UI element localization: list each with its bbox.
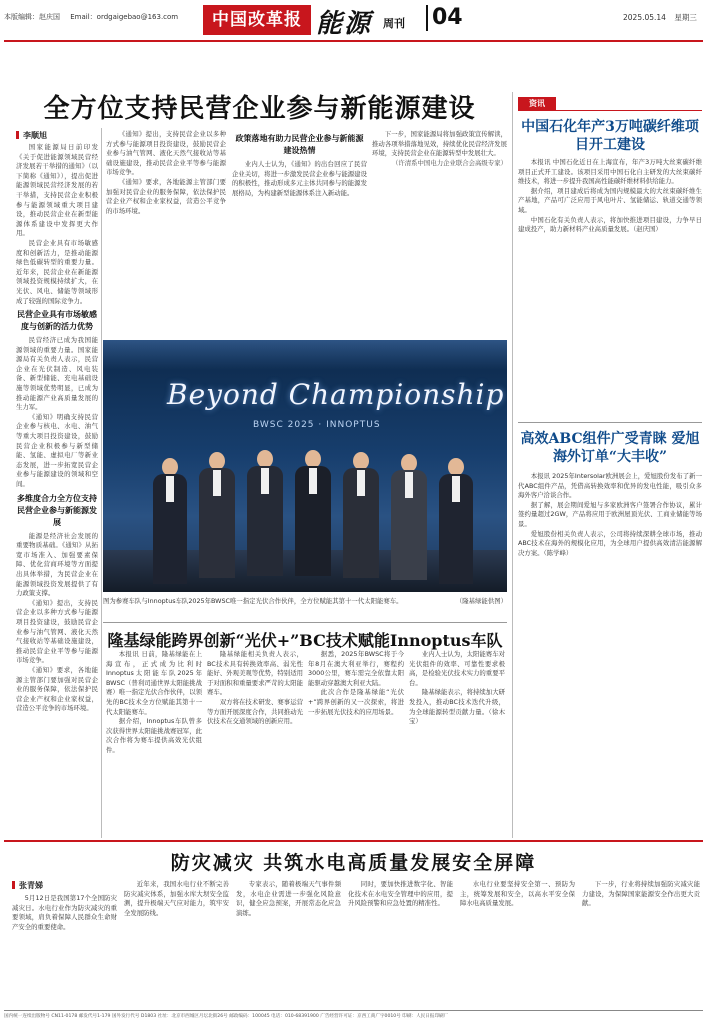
lead-paragraph: 民营经济已成为我国能源领域的重要力量。国家能源局有关负责人表示，民营企业在光伏制造、风电装备、新型储能、充电基础设施等领域优势明显，已成为推动能源产业高质量发展的生力军。 <box>16 336 98 412</box>
story2-paragraph: 隆基绿能相关负责人表示，BC技术具有转换效率高、弱光性能好、外观美观等优势，特别适用于对面积和重量要求严苛的太阳能赛车。 <box>207 650 303 697</box>
story2-column-2 <box>207 650 303 835</box>
weekday-value: 星期三 <box>674 13 697 22</box>
lead-paragraph: 能源是经济社会发展的重要物质基础。《通知》从拓宽市场准入、加强要素保障、优化营商环境等方面提出具体举措，为民营企业在能源领域投资发展提供了有力政策支撑。 <box>16 531 98 598</box>
person-figure <box>439 458 473 588</box>
side-paragraph: 中国石化有关负责人表示，将加快推进项目建设，力争早日建成投产，助力新材料产业高质量发展。（赵庆国） <box>518 215 702 234</box>
stage-light <box>103 340 507 370</box>
news-tag: 资讯 <box>518 97 556 111</box>
person-shirt <box>261 468 269 494</box>
lead-paragraph: 业内人士认为，《通知》的出台回应了民营企业关切，将进一步激发民营企业参与能源建设的积极性，推动形成多元主体共同参与的能源发展格局，为构建新型能源体系注入新动能。 <box>232 160 367 197</box>
story2-headline: 隆基绿能跨界创新“光伏+”BC技术赋能Innoptus车队 <box>107 631 503 650</box>
person-figure <box>343 452 379 588</box>
lead-subhead-2: 多维度合力全方位支持民营企业参与新能源发展 <box>17 493 97 527</box>
page-header <box>0 0 707 44</box>
side-headline-1: 中国石化年产3万吨碳纤维项目开工建设 <box>521 119 699 153</box>
caption-text: 图为参赛车队与Innoptus车队2025年BWSC唯一指定光伏合作伙伴，全方位赋能其第十一代太阳能赛车。 <box>103 597 403 605</box>
bottom-column-5 <box>460 880 575 1006</box>
tag-rule <box>556 110 702 111</box>
lead-paragraph: 国家能源局日前印发《关于促进能源领域民营经济发展若干举措的通知》（以下简称《通知》），提出促进能源领域民营经济发展的若干举措，支持民营企业积极参与能源领域重大项目建设，推动民营企业在新型能源体系建设中发挥更大作用。 <box>16 143 98 238</box>
date-value: 2025.05.14 <box>623 13 666 22</box>
story2-column-4 <box>409 650 505 835</box>
bottom-paragraph: 水电行业要坚持安全第一、预防为主，统筹发展和安全，以高水平安全保障水电高质量发展。 <box>460 880 575 908</box>
photo-caption <box>103 596 507 605</box>
story2-paragraph: 双方将在技术研发、赛事运营等方面开展深度合作，共同推动光伏技术在交通领域的创新应用。 <box>207 697 303 726</box>
column-divider <box>101 128 102 838</box>
side-paragraph: 爱旭股份相关负责人表示，公司将持续深耕全球市场，推动ABC技术在海外的规模化应用，为全球用户提供高效清洁能源解决方案。（陈学峰） <box>518 529 702 557</box>
story2-paragraph: 隆基绿能表示，将持续加大研发投入，推动BC技术迭代升级，为全球能源转型贡献力量。（徐木宝） <box>409 688 505 726</box>
lead-column-3 <box>232 130 367 335</box>
byline-marker <box>16 131 19 139</box>
bottom-paragraph: 下一步，行业将持续加强防灾减灾能力建设，为保障国家能源安全作出更大贡献。 <box>582 880 700 908</box>
lead-byline <box>16 130 47 141</box>
person-figure <box>199 452 235 588</box>
bottom-column-6 <box>582 880 700 1006</box>
lead-subhead-3: 政策落地有助力民营企业参与新能源建设热情 <box>235 134 364 155</box>
photo-banner-subtitle: BWSC 2025 · INNOPTUS <box>253 420 381 430</box>
photo-banner-title: Beyond Championship <box>167 378 505 411</box>
bottom-column-1 <box>12 894 117 1006</box>
lead-credit: （许清系中国电力企业联合会高级专家） <box>391 158 507 167</box>
bottom-paragraph: 近年来，我国水电行业不断完善防灾减灾体系，加强水库大坝安全监测，提升极端天气应对能力，筑牢安全发展防线。 <box>124 880 229 917</box>
lead-author: 李顺旭 <box>23 131 47 140</box>
story2-paragraph: 此次合作是隆基绿能“光伏+”跨界创新的又一次探索，将进一步拓展光伏技术的应用场景。 <box>308 688 404 716</box>
story2-column-1 <box>106 650 202 835</box>
person-shirt <box>309 468 317 494</box>
person-shirt <box>357 470 365 496</box>
person-shirt <box>452 476 460 502</box>
side-headline-2: 高效ABC组件广受青睐 爱旭海外订单“大丰收” <box>520 431 700 465</box>
newspaper-logo: 中国改革报 <box>203 5 311 35</box>
story2-paragraph: 业内人士认为，太阳能赛车对光伏组件的效率、可靠性要求极高，是检验光伏技术实力的重要平台。 <box>409 650 505 687</box>
story2-paragraph: 本报讯 日前，隆基绿能在上海宣布，正式成为比利时Innoptus太阳能车队2025年BWSC（普利司通世界太阳能挑战赛）唯一指定光伏合作伙伴，以领先的BC技术全方位赋能其第十一代太阳能赛车。 <box>106 650 202 716</box>
lead-paragraph: 民营企业具有市场敏感度和创新活力，是推动能源绿色低碳转型的重要力量。近年来，民营企业在新能源领域投资规模持续扩大，在光伏、风电、储能等领域形成了较强的国际竞争力。 <box>16 238 98 305</box>
bottom-author: 张青娣 <box>19 881 43 890</box>
lead-paragraph: 《通知》要求，各地能源主管部门要加强对民营企业的服务保障，依法保护民营企业产权和企业家权益，营造公平竞争的市场环境。 <box>16 665 98 713</box>
person-figure <box>295 450 331 588</box>
bottom-headline: 防灾减灾 共筑水电高质量发展安全屏障 <box>170 852 537 874</box>
section-name: 能源 <box>316 9 373 39</box>
lead-paragraph: 《通知》明确支持民营企业参与核电、水电、油气等重大项目投资建设，鼓励民营企业积极参与新型储能、氢能、虚拟电厂等新业态发展，进一步拓宽民营企业参与能源建设的领域和空间。 <box>16 412 98 488</box>
story2-paragraph: 据介绍，Innoptus车队曾多次获得世界太阳能挑战赛冠军，此次合作将为赛车提供高效光伏组件。 <box>106 717 202 754</box>
bottom-column-2 <box>124 880 229 1006</box>
editor-name: 本版编辑：赵庆国 <box>4 13 60 21</box>
editor-info <box>4 12 186 22</box>
bottom-rule <box>4 840 703 842</box>
page-number: 04 <box>426 5 463 31</box>
lead-paragraph: 《通知》要求，各地能源主管部门要加强对民营企业的服务保障，依法保护民营企业产权和企业家权益，营造公平竞争的市场环境。 <box>106 177 226 215</box>
bottom-paragraph: 同时，要加快推进数字化、智能化技术在水电安全管理中的应用，提升风险预警和应急处置的精准性。 <box>348 880 453 908</box>
photo-credit: （隆基绿能供图） <box>455 597 507 605</box>
story-divider <box>103 622 507 623</box>
bottom-paragraph: 5月12日是我国第17个全国防灾减灾日。水电行业作为防灾减灾的重要领域，肩负着保障人民群众生命财产安全的重要使命。 <box>12 894 117 931</box>
person-figure <box>153 458 187 588</box>
byline-marker <box>12 881 15 889</box>
header-rule <box>4 40 703 42</box>
lead-column-1 <box>16 143 98 838</box>
sidebar-divider <box>512 92 513 838</box>
side-divider <box>518 422 702 423</box>
lead-column-2 <box>106 130 226 335</box>
lead-column-4 <box>372 130 507 335</box>
story2-column-3 <box>308 650 404 835</box>
side-paragraph: 据了解，展会期间爱旭与多家欧洲客户签署合作协议，累计签约量超过2GW，产品将应用于欧洲屋顶光伏、工商业储能等场景。 <box>518 500 702 528</box>
bottom-column-3 <box>236 880 341 1006</box>
issue-date <box>617 12 697 23</box>
bottom-byline <box>12 880 43 891</box>
side-story-2 <box>518 472 702 837</box>
lead-paragraph: 《通知》提出，支持民营企业以多种方式参与能源项目投资建设，鼓励民营企业参与油气管网、液化天然气接收站等基础设施建设，推动民营企业平等参与能源市场竞争。 <box>106 130 226 177</box>
weekly-label: 周刊 <box>383 17 405 30</box>
person-shirt <box>405 472 413 498</box>
person-figure <box>247 450 283 588</box>
bottom-column-4 <box>348 880 453 1006</box>
person-shirt <box>213 470 221 496</box>
person-shirt <box>166 476 174 502</box>
person-figure <box>391 454 427 588</box>
page-footer: 国内统一连续出版物号 CN11-0178 邮发代号1-179 国外发行代号 D1803 社址：北京市西城区月坛北街26号 邮政编码：100045 电话：010-68391900 广告经营许可证：京西工商广字0010号 印刷：人民日报印刷厂 <box>4 1010 703 1019</box>
lead-paragraph: 下一步，国家能源局将加强政策宣传解读，推动各项举措落地见效，持续优化民营经济发展环境，支持民营企业在能源转型中发展壮大。 <box>372 130 507 158</box>
side-paragraph: 据介绍，项目建成后将成为国内规模最大的大丝束碳纤维生产基地，产品可广泛应用于风电叶片、氢能储运、轨道交通等领域。 <box>518 186 702 214</box>
lead-subhead-1: 民营企业具有市场敏感度与创新的活力优势 <box>17 310 97 332</box>
lead-paragraph: 《通知》提出，支持民营企业以多种方式参与能源项目投资建设，鼓励民营企业参与油气管网、液化天然气接收站等基础设施建设，推动民营企业平等参与能源市场竞争。 <box>16 598 98 665</box>
bottom-paragraph: 专家表示，随着极端天气事件频发，水电企业需进一步强化风险意识，健全应急预案，开展常态化应急演练。 <box>236 880 341 917</box>
story2-paragraph: 据悉，2025年BWSC将于今年8月在澳大利亚举行，赛程约3000公里，赛车需完全依靠太阳能驱动穿越澳大利亚大陆。 <box>308 650 404 687</box>
side-paragraph: 本报讯 中国石化近日在上海宣布，年产3万吨大丝束碳纤维项目正式开工建设。该项目采用中国石化自主研发的大丝束碳纤维技术，将进一步提升我国高性能碳纤维材料供给能力。 <box>518 158 702 186</box>
side-story-1 <box>518 158 702 418</box>
team-photo <box>103 340 507 592</box>
lead-headline: 全方位支持民营企业参与新能源建设 <box>43 94 476 124</box>
side-paragraph: 本报讯 2025年Intersolar欧洲展会上，爱旭股份发布了新一代ABC组件产品，凭借高转换效率和优异的发电性能，吸引众多海外客户洽谈合作。 <box>518 472 702 500</box>
editor-email[interactable]: Email：ordgaigebao@163.com <box>70 13 179 21</box>
